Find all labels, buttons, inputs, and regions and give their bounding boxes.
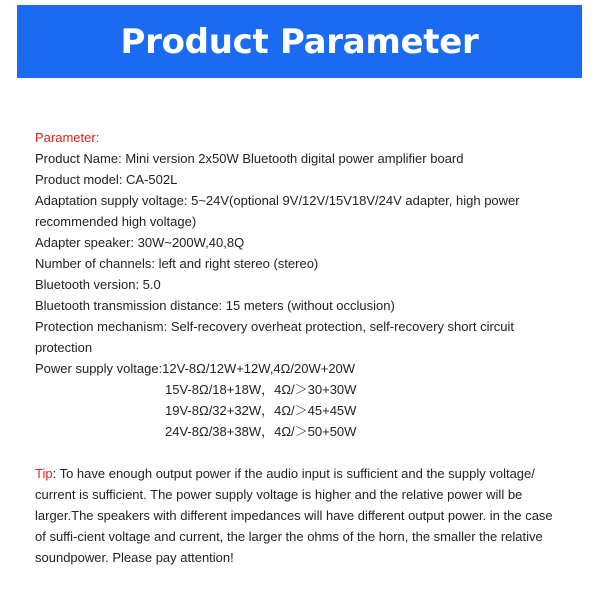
parameter-heading: Parameter: bbox=[35, 130, 100, 145]
parameter-section bbox=[35, 127, 565, 568]
bluetooth-version: Bluetooth version: 5.0 bbox=[35, 277, 161, 292]
section-spacer bbox=[35, 442, 565, 463]
power-supply-24v: 24V-8Ω/38+38W，4Ω/＞50+50W bbox=[165, 424, 357, 439]
page-title: Product Parameter bbox=[120, 21, 479, 62]
product-model: Product model: CA-502L bbox=[35, 172, 178, 187]
power-supply-15v: 15V-8Ω/18+18W，4Ω/＞30+30W bbox=[165, 382, 357, 397]
protection-mechanism: Protection mechanism: Self-recovery overheat protection, self-recovery short circuit protection bbox=[35, 319, 515, 355]
power-supply-19v: 19V-8Ω/32+32W，4Ω/＞45+45W bbox=[165, 403, 357, 418]
tip-paragraph bbox=[35, 463, 565, 568]
channels: Number of channels: left and right stereo (stereo) bbox=[35, 256, 319, 271]
adapter-speaker: Adapter speaker: 30W~200W,40,8Q bbox=[35, 235, 245, 250]
bluetooth-distance: Bluetooth transmission distance: 15 meters (without occlusion) bbox=[35, 298, 395, 313]
header-banner bbox=[17, 5, 582, 78]
tip-label: Tip bbox=[35, 466, 53, 481]
tip-text: : To have enough output power if the audio input is sufficient and the supply voltage/ current is sufficient. The power supply voltage is higher and the relative power will be larger.The speakers with different impedances will have different output power. in the case of suffi-cient voltage and current, the larger the ohms of the horn, the smaller the relative soundpower. Please pay attention! bbox=[35, 466, 553, 565]
product-name: Product Name: Mini version 2x50W Bluetooth digital power amplifier board bbox=[35, 151, 464, 166]
supply-voltage: Adaptation supply voltage: 5~24V(optional 9V/12V/15V18V/24V adapter, high power recommended high voltage) bbox=[35, 193, 520, 229]
power-supply-voltage: Power supply voltage:12V-8Ω/12W+12W,4Ω/20W+20W bbox=[35, 361, 356, 376]
